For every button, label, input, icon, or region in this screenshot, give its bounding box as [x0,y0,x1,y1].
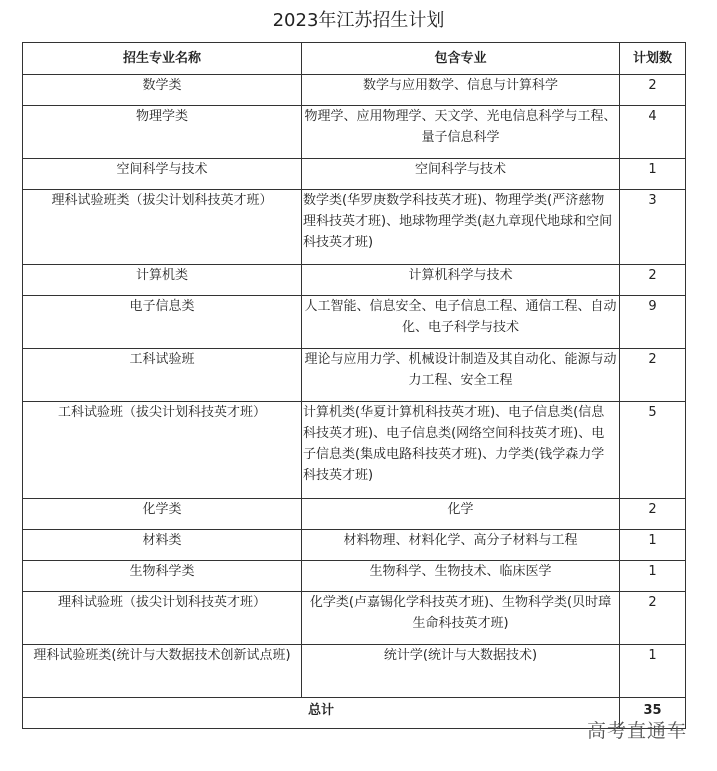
table-row [23,75,686,106]
majors-cell: 人工智能、信息安全、电子信息工程、通信工程、自动化、电子科学与技术 [302,296,620,349]
count-cell: 4 [620,106,686,159]
count-cell: 1 [620,159,686,190]
count-cell: 5 [620,402,686,499]
total-count: 35 [620,698,686,729]
majors-cell: 数学类(华罗庚数学科技英才班)、物理学类(严济慈物理科技英才班)、地球物理学类(赵九章现代地球和空间科技英才班) [302,190,620,265]
table-row [23,265,686,296]
majors-cell: 数学与应用数学、信息与计算科学 [302,75,620,106]
majors-cell: 统计学(统计与大数据技术) [302,645,620,698]
category-cell: 工科试验班 [23,349,302,402]
table-header-row [23,43,686,75]
count-cell: 1 [620,530,686,561]
total-label: 总计 [23,698,620,729]
count-cell: 1 [620,561,686,592]
category-cell: 工科试验班（拔尖计划科技英才班） [23,402,302,499]
table-row [23,499,686,530]
header-majors: 包含专业 [302,43,620,75]
enrollment-plan-table [22,42,686,729]
majors-cell: 计算机类(华夏计算机科技英才班)、电子信息类(信息科技英才班)、电子信息类(网络空间科技英才班)、电子信息类(集成电路科技英才班)、力学类(钱学森力学科技英才班) [302,402,620,499]
watermark: 高考直通车 [586,720,687,742]
count-cell: 2 [620,592,686,645]
category-cell: 生物科学类 [23,561,302,592]
table-row [23,159,686,190]
majors-cell: 计算机科学与技术 [302,265,620,296]
count-cell: 2 [620,499,686,530]
table-row [23,106,686,159]
majors-cell: 化学 [302,499,620,530]
category-cell: 理科试验班类（拔尖计划科技英才班） [23,190,302,265]
majors-cell: 物理学、应用物理学、天文学、光电信息科学与工程、量子信息科学 [302,106,620,159]
category-cell: 理科试验班（拔尖计划科技英才班） [23,592,302,645]
header-category: 招生专业名称 [23,43,302,75]
category-cell: 空间科学与技术 [23,159,302,190]
category-cell: 计算机类 [23,265,302,296]
table-row [23,402,686,499]
header-count: 计划数 [620,43,686,75]
table-row [23,645,686,698]
category-cell: 电子信息类 [23,296,302,349]
table-row [23,296,686,349]
majors-cell: 材料物理、材料化学、高分子材料与工程 [302,530,620,561]
count-cell: 2 [620,75,686,106]
majors-cell: 理论与应用力学、机械设计制造及其自动化、能源与动力工程、安全工程 [302,349,620,402]
table-row [23,190,686,265]
count-cell: 1 [620,645,686,698]
category-cell: 材料类 [23,530,302,561]
majors-cell: 生物科学、生物技术、临床医学 [302,561,620,592]
count-cell: 9 [620,296,686,349]
count-cell: 2 [620,349,686,402]
table-row [23,592,686,645]
category-cell: 化学类 [23,499,302,530]
category-cell: 理科试验班类(统计与大数据技术创新试点班) [23,645,302,698]
table-row [23,530,686,561]
category-cell: 数学类 [23,75,302,106]
table-row [23,561,686,592]
count-cell: 3 [620,190,686,265]
category-cell: 物理学类 [23,106,302,159]
table-row [23,349,686,402]
page-title: 2023年江苏招生计划 [272,10,445,31]
majors-cell: 化学类(卢嘉锡化学科技英才班)、生物科学类(贝时璋生命科技英才班) [302,592,620,645]
count-cell: 2 [620,265,686,296]
majors-cell: 空间科学与技术 [302,159,620,190]
